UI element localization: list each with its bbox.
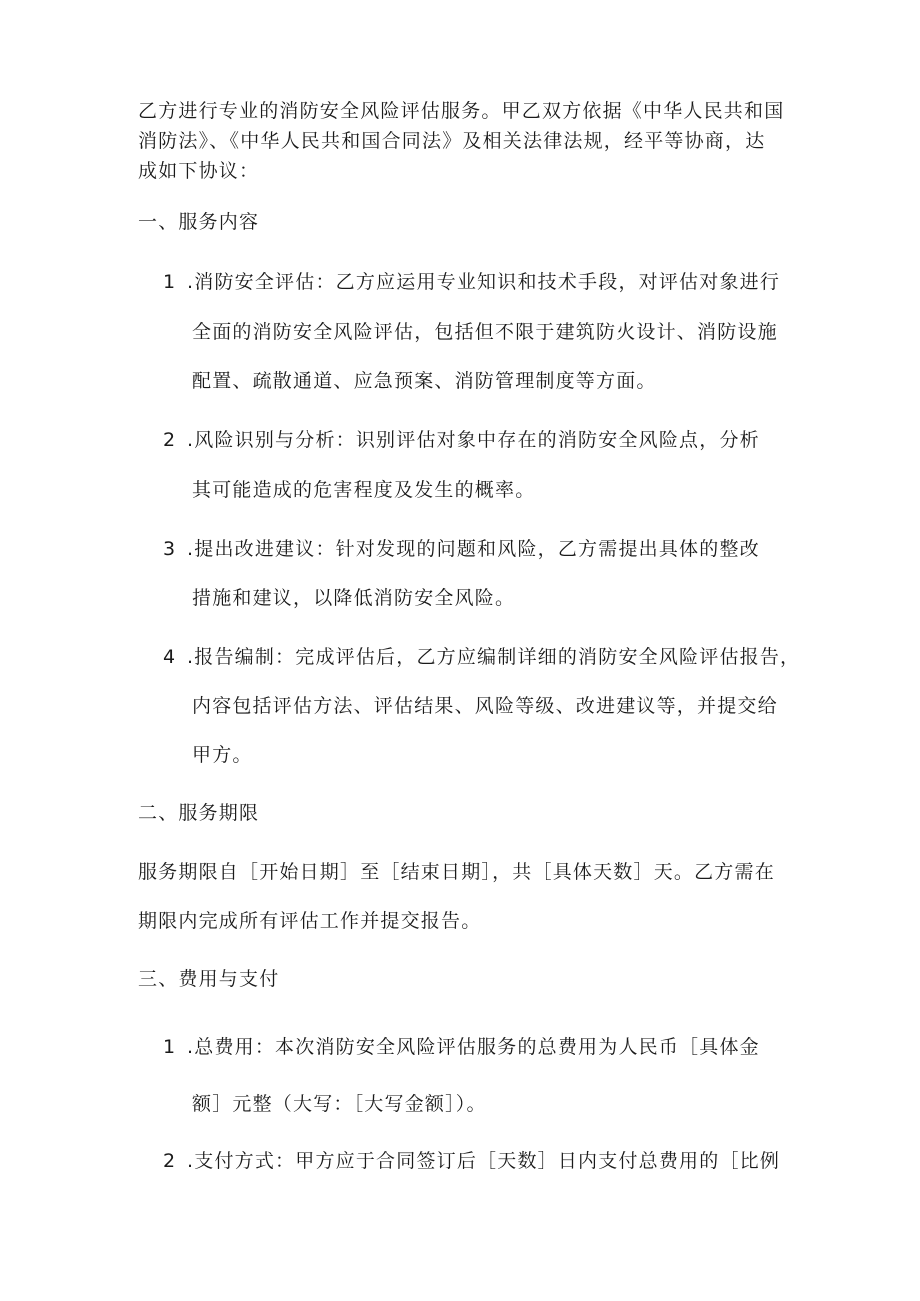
intro-line-3: 成如下协议： (138, 160, 260, 182)
section-heading-fees-payment: 三、费用与支付 (138, 968, 280, 990)
period-line-1: 服务期限自［开始日期］至［结束日期］，共［具体天数］天。乙方需在 (138, 861, 775, 883)
list-item-4-line-2: 内容包括评估方法、评估结果、风险等级、改进建议等，并提交给 (192, 695, 778, 717)
list-item-text: .风险识别与分析：识别评估对象中存在的消防安全风险点，分析 (187, 429, 760, 451)
list-item-number: 3 (163, 538, 177, 560)
fee-item-2-line-1 (163, 1149, 780, 1173)
list-item-number: 4 (163, 646, 177, 668)
list-item-text: .提出改进建议：针对发现的问题和风险，乙方需提出具体的整改 (187, 538, 760, 560)
list-item-number: 1 (163, 1036, 177, 1058)
list-item-4-line-3: 甲方。 (192, 744, 253, 766)
fee-item-1-line-1 (163, 1035, 760, 1059)
list-item-number: 1 (163, 271, 177, 293)
list-item-2-line-2: 其可能造成的危害程度及发生的概率。 (192, 479, 536, 501)
list-item-text: .总费用：本次消防安全风险评估服务的总费用为人民币［具体金 (187, 1036, 760, 1058)
list-item-number: 2 (163, 429, 177, 451)
list-item-number: 2 (163, 1150, 177, 1172)
list-item-1-line-1 (163, 270, 780, 294)
list-item-4-line-1 (163, 645, 800, 669)
list-item-2-line-1 (163, 428, 760, 452)
section-heading-service-period: 二、服务期限 (138, 802, 260, 824)
list-item-text: .支付方式：甲方应于合同签订后［天数］日内支付总费用的［比例 (187, 1150, 781, 1172)
section-heading-service-content: 一、服务内容 (138, 211, 260, 233)
list-item-text: .报告编制：完成评估后，乙方应编制详细的消防安全风险评估报告， (187, 646, 801, 668)
intro-line-1: 乙方进行专业的消防安全风险评估服务。甲乙双方依据《中华人民共和国 (138, 100, 785, 122)
intro-line-2: 消防法》、《中华人民共和国合同法》及相关法律法规，经平等协商，达 (138, 130, 766, 152)
fee-item-1-line-2: 额］元整（大写：［大写金额］）。 (192, 1093, 487, 1115)
list-item-3-line-2: 措施和建议，以降低消防安全风险。 (192, 587, 516, 609)
list-item-3-line-1 (163, 537, 760, 561)
list-item-1-line-2: 全面的消防安全风险评估，包括但不限于建筑防火设计、消防设施 (192, 321, 778, 343)
list-item-text: .消防安全评估：乙方应运用专业知识和技术手段，对评估对象进行 (187, 271, 781, 293)
period-line-2: 期限内完成所有评估工作并提交报告。 (138, 910, 482, 932)
list-item-1-line-3: 配置、疏散通道、应急预案、消防管理制度等方面。 (192, 370, 657, 392)
